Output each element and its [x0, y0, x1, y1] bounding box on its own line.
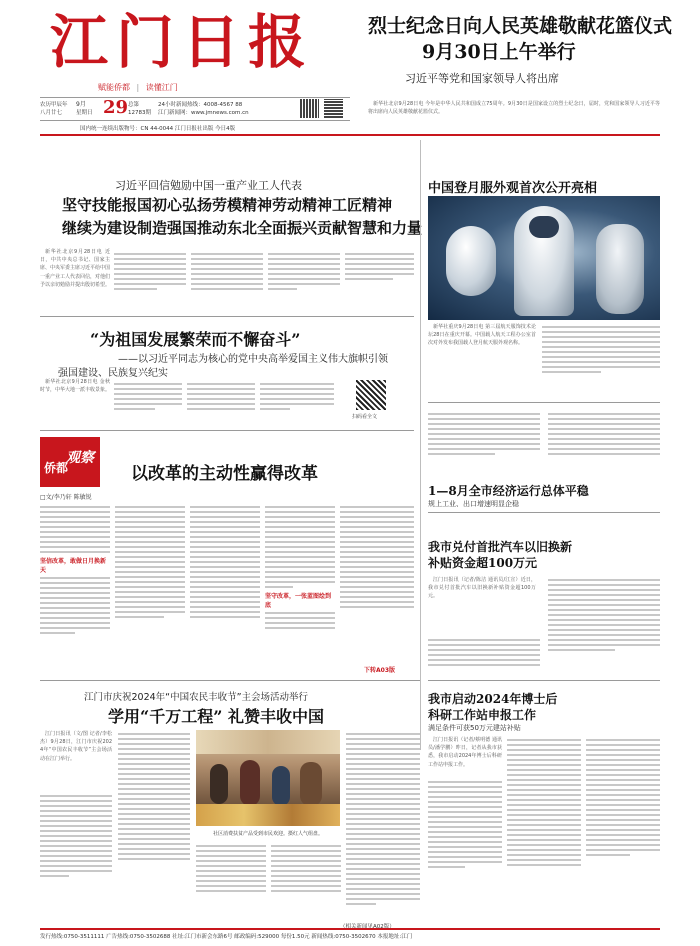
subsidy-title-2: 补贴资金超100万元: [428, 556, 538, 570]
space-title: 中国登月服外观首次公开亮相: [428, 181, 598, 196]
issue-number: 总第 12783期: [128, 102, 151, 116]
postdoc-body: 江门日报讯（记者/蔡明德 通讯员/潘学鹏）昨日，记者从我市获悉，我市启动2024年博士后科研工作站申报工作。: [428, 737, 502, 768]
article2-body: 新华社北京9月28日电 金秋时节，中华大地一派丰收景象。: [40, 379, 110, 394]
masthead-title: 江门日报: [50, 8, 315, 76]
postdoc-subtitle: 满足条件可获50万元建站补贴: [428, 724, 521, 732]
commentary-columns: [40, 503, 414, 671]
slogan-right: 读懂江门: [145, 83, 178, 92]
space-body: 新华社重庆9月28日电 第三届航天服饰技术论坛28日在重庆开幕。中国载人航天工程办公室首次对外发布我国载人登月航天服外观名称。: [428, 324, 536, 347]
top-story-subtitle: 习近平等党和国家领导人将出席: [405, 72, 559, 85]
footer-info: 发行热线:0750-3511111 广告热线:0750-3502688 社址:江门市新会东路6号 邮政编码:529000 每份1.50元 新闻热线:0750-3502670 本报地址:江门: [40, 934, 413, 940]
space-columns: [542, 323, 660, 397]
economy-title: 1—8月全市经济运行总体平稳: [428, 484, 589, 498]
farmers-body: 江门日报讯（文/图 记者/李松杰）9月28日，江门市庆祝2024年“中国农民丰收节”主会场活动在江门举行。: [40, 731, 112, 762]
cn-line: 国内统一连续出版物号：CN 44-0044 江门日报社出版 今日4版: [80, 126, 236, 132]
commentary-byline: □文/李乃轩 陈敏锐: [40, 494, 92, 501]
slogan-left: 赋能侨都: [98, 83, 130, 92]
top-story-title-1: 烈士纪念日向人民英雄敬献花篮仪式: [368, 15, 673, 37]
article2-qr-label: 扫码看全文: [352, 414, 378, 420]
date-number: 29: [103, 97, 129, 118]
subsidy-title-1: 我市兑付首批汽车以旧换新: [428, 540, 573, 554]
subsidy-columns: [428, 636, 660, 676]
postdoc-title-1: 我市启动2024年博士后: [428, 692, 558, 706]
farmers-columns: [40, 792, 190, 922]
article2-title: “为祖国发展繁荣而不懈奋斗”: [90, 330, 301, 349]
farmers-columns-right: [196, 842, 420, 922]
farmers-related: （相关新闻见A02版）: [340, 924, 395, 930]
month-label: 9月: [76, 101, 86, 108]
postdoc-columns: [428, 778, 660, 924]
farmers-photo-caption: 社区消费扶贫产品受到市民欢迎。摄红人气组盘。: [212, 831, 323, 837]
article2-qr-code: [356, 380, 386, 410]
column-badge: 侨都 观察: [40, 437, 100, 487]
lunar-date: 农历甲辰年 八月廿七: [40, 102, 68, 116]
article1-title-2: 继续为建设制造强国推动东北全面振兴贡献智慧和力量: [62, 219, 423, 237]
commentary-subhead-1: 坚信改革，敢做日月换新天: [40, 558, 107, 574]
qr-code-2: [324, 99, 343, 118]
top-story-body: 新华社北京9月28日电 今年是中华人民共和国成立75周年。9月30日是国家设立的烈士纪念日，届时，党和国家领导人习近平等将出席向人民英雄敬献花篮仪式。: [368, 101, 660, 116]
article2-subtitle-2: 强国建设、民族复兴纪实: [58, 368, 168, 379]
commentary-title: 以改革的主动性赢得改革: [131, 464, 318, 484]
subsidy-body: 江门日报讯（记者/陈洁 通讯员/江宣）近日，我市兑付首批汽车以旧换新补贴资金超100万元。: [428, 577, 536, 600]
top-story-title-2: 9月30日上午举行: [422, 41, 576, 63]
qr-code-1: [300, 99, 319, 118]
article1-kicker: 习近平回信勉励中国一重产业工人代表: [115, 179, 302, 192]
contact-lines: 24小时新闻热线：4008-4567 88 江门新闻网：www.jmnews.com.cn: [158, 102, 249, 116]
postdoc-title-2: 科研工作站申报工作: [428, 708, 537, 722]
article1-columns: [114, 250, 414, 310]
commentary-next-page: 下转A03版: [364, 667, 395, 674]
article1-body: 新华社北京9月28日电 近日，中共中央总书记、国家主席、中央军委主席习近平给中国一重产业工人代表回信，对他们予以亲切勉励并提出殷切希望。: [40, 249, 110, 288]
economy-columns: [428, 410, 660, 476]
farmers-title: 学用“千万工程” 礼赞丰收中国: [108, 707, 324, 726]
weekday: 星期日: [76, 110, 93, 116]
article1-title-1: 坚守技能报国初心弘扬劳模精神劳动精神工匠精神: [62, 196, 393, 214]
spacesuit-photo: [428, 196, 660, 320]
article2-columns: [114, 380, 334, 422]
article2-subtitle-1: ——以习近平同志为核心的党中央高举爱国主义伟大旗帜引领: [118, 354, 388, 365]
farmers-kicker: 江门市庆祝2024年“中国农民丰收节”主会场活动举行: [84, 692, 309, 703]
farmers-photo: [196, 730, 340, 826]
economy-subtitle: 规上工业、出口增速明显企稳: [428, 500, 519, 508]
masthead-slogan: [98, 82, 178, 93]
commentary-subhead-2: 坚守改革，一张蓝图绘到底: [265, 593, 332, 609]
slogan-divider: |: [136, 83, 140, 92]
